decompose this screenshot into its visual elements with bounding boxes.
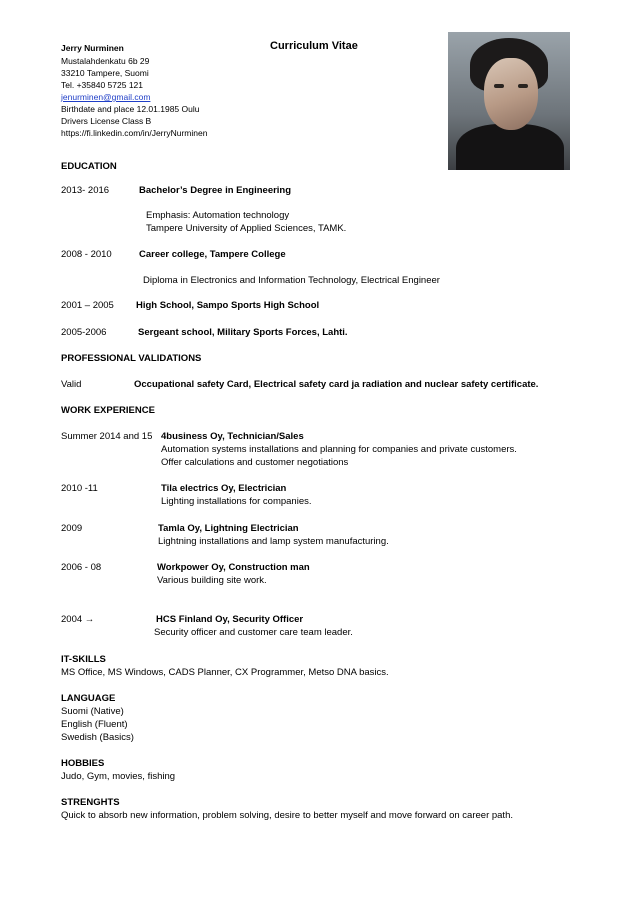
education-period: 2005-2006 xyxy=(61,327,107,338)
it-skills-heading: IT-SKILLS xyxy=(61,654,106,665)
work-title: Tamla Oy, Lightning Electrician xyxy=(158,523,299,534)
education-period: 2001 – 2005 xyxy=(61,300,114,311)
document-title: Curriculum Vitae xyxy=(270,40,358,52)
language-item: Suomi (Native) xyxy=(61,706,124,717)
education-detail: Tampere University of Applied Sciences, TAMK. xyxy=(146,223,347,234)
work-title: Workpower Oy, Construction man xyxy=(157,562,310,573)
strengths-text: Quick to absorb new information, problem solving, desire to better myself and move forward on career path. xyxy=(61,810,513,821)
work-detail: Various building site work. xyxy=(157,575,267,586)
work-period: 2009 xyxy=(61,523,83,534)
work-title: Tila electrics Oy, Electrician xyxy=(161,483,287,494)
validations-text: Occupational safety Card, Electrical safety card ja radiation and nuclear safety certificate. xyxy=(134,379,539,390)
education-title: Career college, Tampere College xyxy=(139,249,286,260)
education-period: 2008 - 2010 xyxy=(61,249,112,260)
language-heading: LANGUAGE xyxy=(61,693,116,704)
education-title: High School, Sampo Sports High School xyxy=(136,300,320,311)
it-skills-text: MS Office, MS Windows, CADS Planner, CX Programmer, Metso DNA basics. xyxy=(61,667,389,678)
work-title: HCS Finland Oy, Security Officer xyxy=(156,614,304,625)
strengths-heading: STRENGHTS xyxy=(61,797,120,808)
work-heading: WORK EXPERIENCE xyxy=(61,405,155,416)
language-item: English (Fluent) xyxy=(61,719,128,730)
address-city: 33210 Tampere, Suomi xyxy=(61,68,149,78)
profile-photo xyxy=(448,32,570,170)
work-detail: Offer calculations and customer negotiations xyxy=(161,457,349,468)
person-name: Jerry Nurminen xyxy=(61,43,124,53)
education-detail: Emphasis: Automation technology xyxy=(146,210,290,221)
work-period: 2010 -11 xyxy=(61,483,98,494)
phone: Tel. +35840 5725 121 xyxy=(61,80,144,90)
work-title: 4business Oy, Technician/Sales xyxy=(161,431,304,442)
validations-heading: PROFESSIONAL VALIDATIONS xyxy=(61,353,202,364)
email-link[interactable]: jenurminen@gmail.com xyxy=(61,92,151,102)
work-detail: Automation systems installations and planning for companies and private customers. xyxy=(161,444,517,455)
education-heading: EDUCATION xyxy=(61,161,117,172)
work-period: Summer 2014 and 15 xyxy=(61,431,153,442)
education-title: Bachelor’s Degree in Engineering xyxy=(139,185,292,196)
linkedin-link[interactable]: https://fi.linkedin.com/in/JerryNurminen xyxy=(61,128,208,138)
hobbies-text: Judo, Gym, movies, fishing xyxy=(61,771,176,782)
education-title: Sergeant school, Military Sports Forces, Lahti. xyxy=(138,327,348,338)
hobbies-heading: HOBBIES xyxy=(61,758,105,769)
validations-label: Valid xyxy=(61,379,82,390)
work-period: 2006 - 08 xyxy=(61,562,102,573)
education-detail: Diploma in Electronics and Information Technology, Electrical Engineer xyxy=(143,275,440,286)
work-detail: Lightning installations and lamp system manufacturing. xyxy=(158,536,389,547)
education-period: 2013- 2016 xyxy=(61,185,110,196)
address-street: Mustalahdenkatu 6b 29 xyxy=(61,56,150,66)
language-item: Swedish (Basics) xyxy=(61,732,134,743)
work-detail: Security officer and customer care team leader. xyxy=(154,627,353,638)
birth-info: Birthdate and place 12.01.1985 Oulu xyxy=(61,104,200,114)
license-info: Drivers License Class B xyxy=(61,116,152,126)
work-detail: Lighting installations for companies. xyxy=(161,496,312,507)
work-period: 2004 → xyxy=(61,614,95,625)
